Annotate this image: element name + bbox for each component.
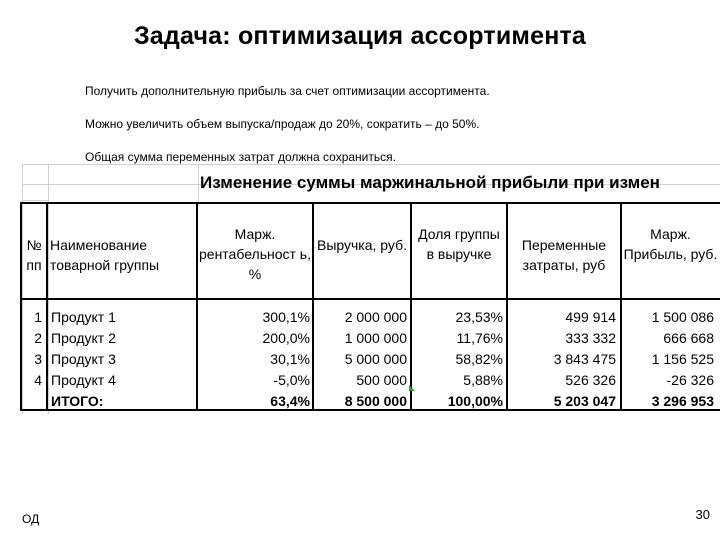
table-row-revenue: 5 000 000 bbox=[344, 351, 407, 367]
table-row-profit: 666 668 bbox=[663, 330, 714, 346]
table-row-revenue: 2 000 000 bbox=[344, 309, 407, 325]
total-costs: 5 203 047 bbox=[553, 393, 616, 409]
header-num: № пп bbox=[26, 237, 42, 273]
footer-author: ОД bbox=[22, 512, 40, 526]
total-profit: 3 296 953 bbox=[651, 393, 714, 409]
table-row-share: 11,76% bbox=[456, 330, 503, 346]
table-row-share: 23,53% bbox=[455, 309, 503, 325]
total-label: ИТОГО: bbox=[51, 393, 104, 409]
table-row-costs: 333 332 bbox=[565, 330, 616, 346]
table-row-profit: 1 156 525 bbox=[651, 351, 714, 367]
table-row-costs: 526 326 bbox=[565, 372, 616, 388]
cell-comment-indicator-icon bbox=[409, 385, 415, 391]
table-row-costs: 499 914 bbox=[565, 309, 616, 325]
paragraph-constraint: Можно увеличить объем выпуска/продаж до 20%, сократить – до 50%. bbox=[85, 117, 480, 131]
table-row-name: Продукт 3 bbox=[51, 351, 116, 367]
header-costs: Переменные затраты, руб bbox=[521, 237, 607, 273]
table-row-share: 5,88% bbox=[463, 372, 503, 388]
table-row-name: Продукт 1 bbox=[51, 309, 116, 325]
table-row-profit: -26 326 bbox=[666, 372, 714, 388]
table-row-share: 58,82% bbox=[455, 351, 503, 367]
paragraph-goal: Получить дополнительную прибыль за счет оптимизации ассортимента. bbox=[85, 84, 490, 98]
total-revenue: 8 500 000 bbox=[344, 393, 407, 409]
header-revenue: Выручка, руб. bbox=[316, 237, 407, 253]
page-number: 30 bbox=[695, 507, 710, 522]
header-profit: Марж. Прибыль, руб. bbox=[623, 226, 718, 262]
total-share: 100,00% bbox=[447, 393, 503, 409]
table-row-margin: 300,1% bbox=[262, 309, 310, 325]
slide-title: Задача: оптимизация ассортимента bbox=[133, 22, 587, 50]
table-title: Изменение суммы маржинальной прибыли при измен bbox=[200, 173, 660, 192]
table-row-num: 3 bbox=[34, 351, 42, 367]
table-row-num: 1 bbox=[34, 309, 42, 325]
header-margin: Марж. рентабельност ь, % bbox=[199, 226, 311, 282]
header-share: Доля группы в выручке bbox=[418, 226, 500, 262]
table-row-num: 4 bbox=[34, 372, 42, 388]
table-row-margin: 30,1% bbox=[270, 351, 310, 367]
total-margin: 63,4% bbox=[270, 393, 310, 409]
table-row-num: 2 bbox=[34, 330, 42, 346]
table-row-costs: 3 843 475 bbox=[553, 351, 616, 367]
table-row-profit: 1 500 086 bbox=[651, 309, 714, 325]
header-name: Наименование товарной группы bbox=[50, 237, 160, 273]
table-row-margin: 200,0% bbox=[262, 330, 310, 346]
table-row-revenue: 500 000 bbox=[356, 372, 407, 388]
table-row-revenue: 1 000 000 bbox=[344, 330, 407, 346]
table-row-margin: -5,0% bbox=[273, 372, 310, 388]
paragraph-costs: Общая сумма переменных затрат должна сохраниться. bbox=[85, 150, 396, 164]
table-row-name: Продукт 4 bbox=[51, 372, 116, 388]
table-row-name: Продукт 2 bbox=[51, 330, 116, 346]
